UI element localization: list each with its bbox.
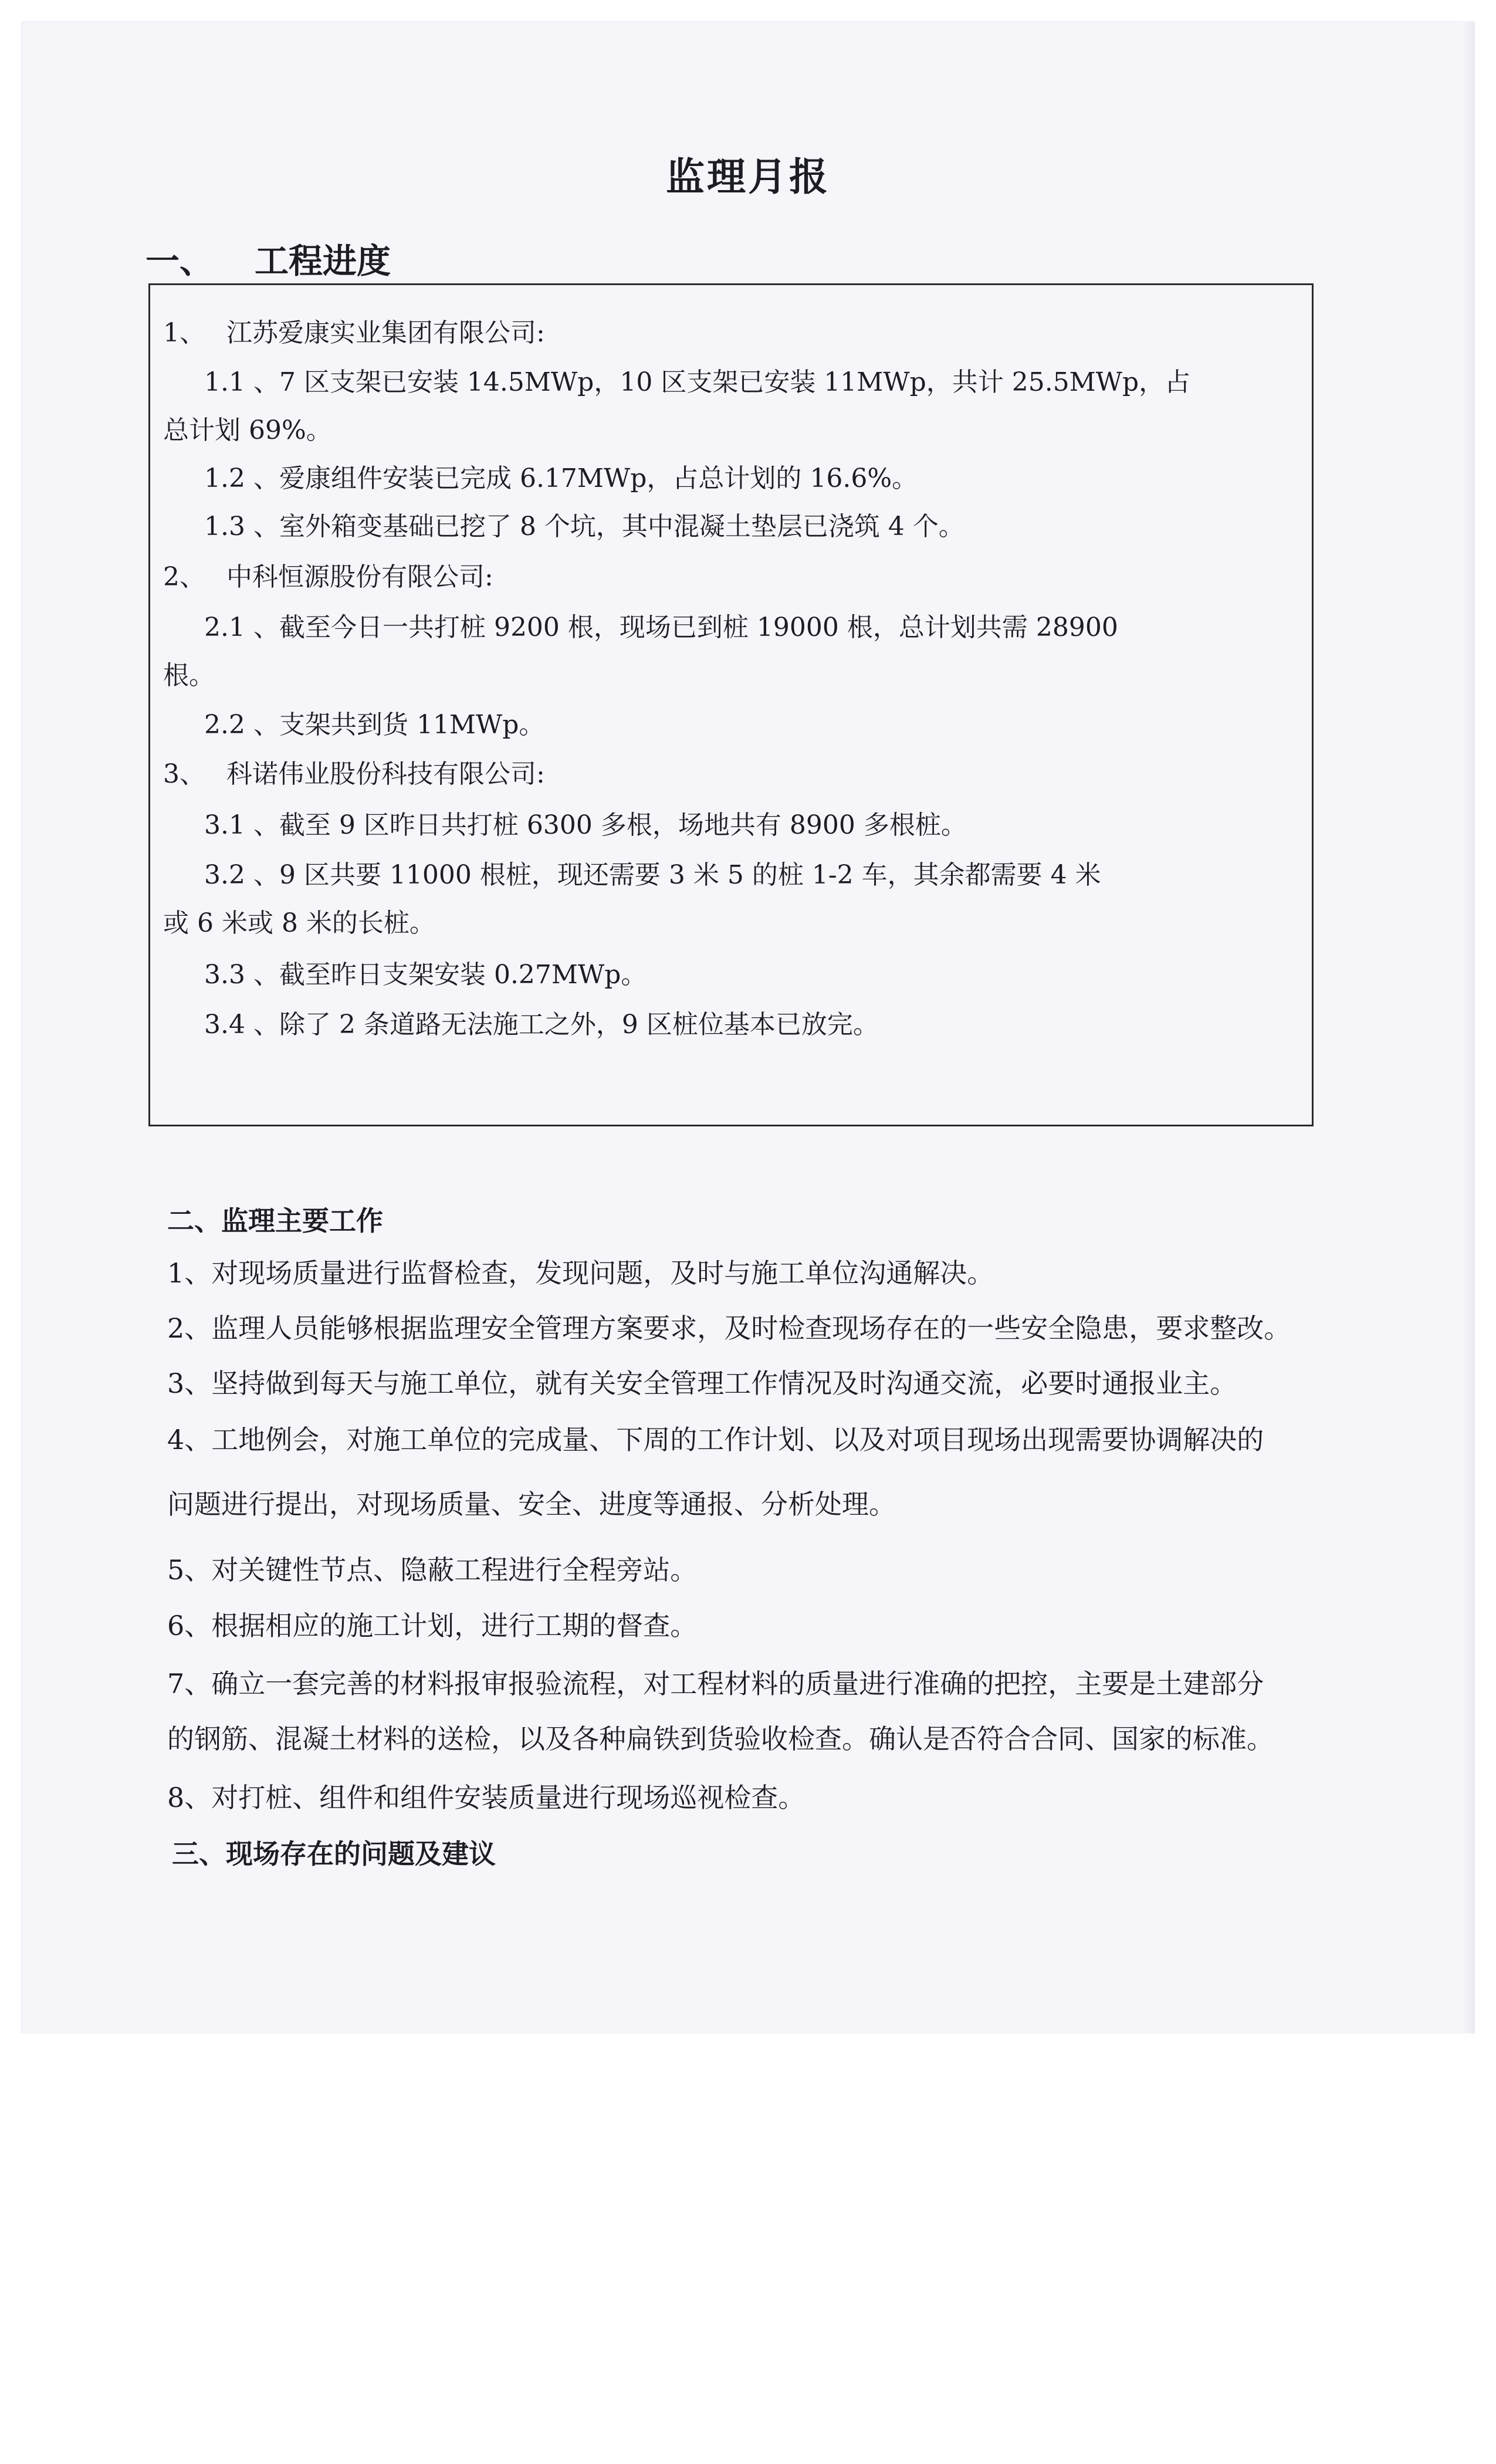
document-title: 监理月报 [666, 154, 830, 199]
item-1-2: 1.2 、爱康组件安装已完成 6.17MWp，占总计划的 16.6%。 [204, 463, 918, 493]
item-2-1: 2.1 、截至今日一共打桩 9200 根，现场已到桩 19000 根，总计划共需 28900 [204, 612, 1118, 642]
work-line-4: 4、工地例会，对施工单位的完成量、下周的工作计划、以及对项目现场出现需要协调解决的 [167, 1424, 1264, 1456]
work-line-5: 5、对关键性节点、隐蔽工程进行全程旁站。 [167, 1554, 698, 1586]
company-2-number: 2、 [163, 562, 205, 592]
company-3-name: 科诺伟业股份科技有限公司: [226, 759, 545, 789]
progress-box [148, 283, 1314, 1126]
section-1-heading [145, 233, 391, 283]
item-3-2: 3.2 、9 区共要 11000 根桩，现还需要 3 米 5 的桩 1-2 车，其余都需要 4 米 [204, 860, 1101, 890]
company-3-heading [163, 759, 545, 790]
company-1-name: 江苏爱康实业集团有限公司: [226, 318, 545, 348]
item-3-3: 3.3 、截至昨日支架安装 0.27MWp。 [204, 960, 647, 990]
work-line-4-continuation: 问题进行提出，对现场质量、安全、进度等通报、分析处理。 [167, 1488, 896, 1520]
section-2-heading: 二、监理主要工作 [167, 1205, 383, 1237]
work-line-7-continuation: 的钢筋、混凝土材料的送检，以及各种扁铁到货验收检查。确认是否符合合同、国家的标准。 [167, 1723, 1274, 1755]
company-2-heading [163, 562, 493, 593]
item-2-1-continuation: 根。 [163, 661, 215, 691]
work-line-1: 1、对现场质量进行监督检查，发现问题，及时与施工单位沟通解决。 [167, 1257, 994, 1289]
work-line-2: 2、监理人员能够根据监理安全管理方案要求，及时检查现场存在的一些安全隐患，要求整改。 [167, 1312, 1291, 1344]
item-1-1: 1.1 、7 区支架已安装 14.5MWp，10 区支架已安装 11MWp，共计 25.5MWp，占 [204, 367, 1191, 397]
work-line-6: 6、根据相应的施工计划，进行工期的督查。 [167, 1610, 698, 1641]
item-1-3: 1.3 、室外箱变基础已挖了 8 个坑，其中混凝土垫层已浇筑 4 个。 [204, 512, 964, 541]
section-3-heading: 三、现场存在的问题及建议 [172, 1838, 496, 1870]
item-1-1-continuation: 总计划 69%。 [163, 415, 332, 445]
item-3-2-continuation: 或 6 米或 8 米的长桩。 [163, 908, 435, 938]
company-1-heading [163, 318, 545, 349]
work-line-3: 3、坚持做到每天与施工单位，就有关安全管理工作情况及时沟通交流，必要时通报业主。 [167, 1368, 1237, 1399]
company-3-number: 3、 [163, 759, 205, 789]
item-2-2: 2.2 、支架共到货 11MWp。 [204, 710, 545, 740]
work-line-8: 8、对打桩、组件和组件安装质量进行现场巡视检查。 [167, 1782, 805, 1813]
section-1-number: 一、 [145, 241, 214, 281]
item-3-4: 3.4 、除了 2 条道路无法施工之外，9 区桩位基本已放完。 [204, 1010, 879, 1040]
item-3-1: 3.1 、截至 9 区昨日共打桩 6300 多根，场地共有 8900 多根桩。 [204, 810, 967, 840]
page-edge [1462, 21, 1475, 2033]
company-1-number: 1、 [163, 318, 205, 348]
section-1-title: 工程进度 [255, 241, 391, 281]
work-line-7: 7、确立一套完善的材料报审报验流程，对工程材料的质量进行准确的把控，主要是土建部分 [167, 1668, 1264, 1700]
company-2-name: 中科恒源股份有限公司: [226, 562, 493, 592]
